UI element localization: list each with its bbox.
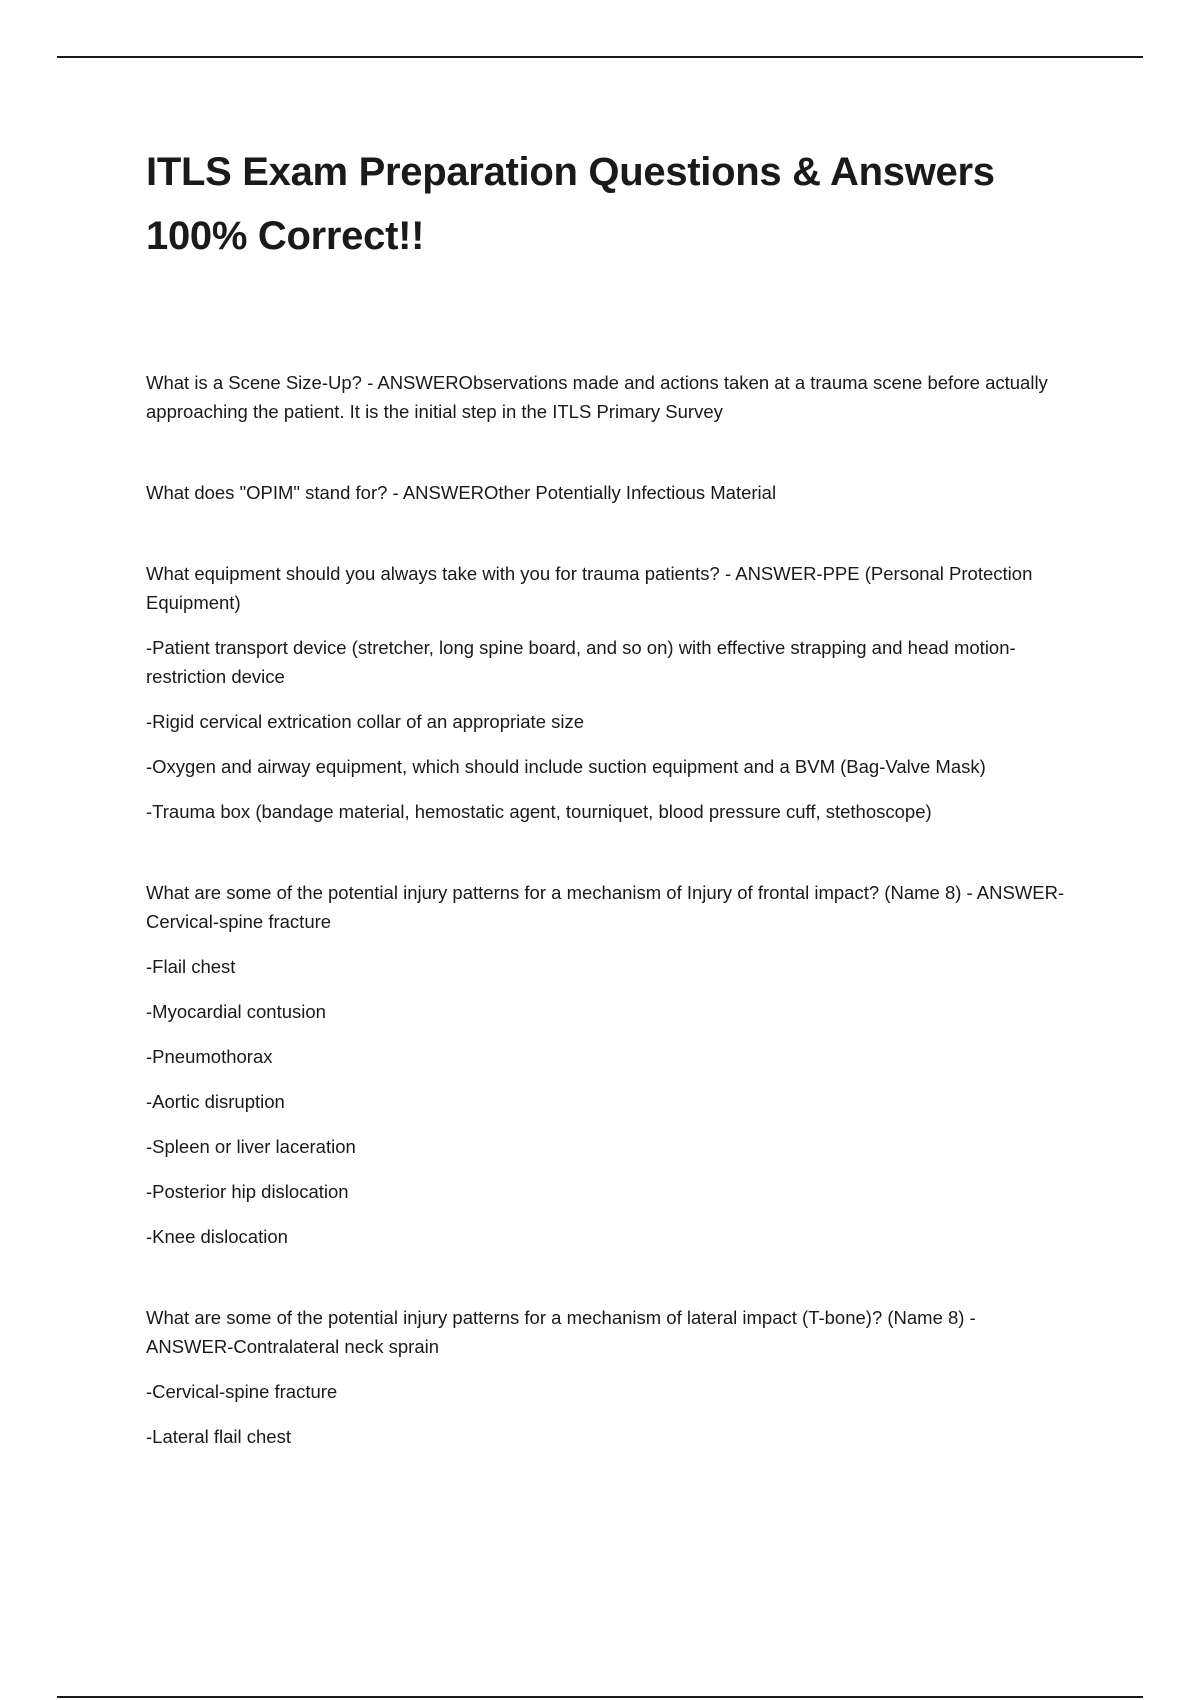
- qa-block: [146, 368, 1066, 426]
- qa-block: [146, 559, 1066, 826]
- qa-list-item: -Trauma box (bandage material, hemostatic agent, tourniquet, blood pressure cuff, stethoscope): [146, 801, 932, 822]
- qa-block: [146, 1303, 1066, 1451]
- qa-list-item: -Patient transport device (stretcher, long spine board, and so on) with effective strapping and head motion-restriction device: [146, 637, 1016, 687]
- qa-list-item: -Lateral flail chest: [146, 1426, 291, 1447]
- bottom-rule: [57, 1696, 1143, 1698]
- qa-block: [146, 478, 1066, 507]
- qa-list-item: -Flail chest: [146, 956, 236, 977]
- qa-list-item: -Cervical-spine fracture: [146, 1381, 338, 1402]
- qa-list-item: -Spleen or liver laceration: [146, 1136, 356, 1157]
- document-title: [146, 140, 1066, 268]
- qa-list-item: -Myocardial contusion: [146, 1001, 326, 1022]
- page-content: [146, 140, 1066, 1503]
- qa-list-item: -Pneumothorax: [146, 1046, 273, 1067]
- qa-question: What are some of the potential injury patterns for a mechanism of Injury of frontal impact? (Name 8) - ANSWER-Cervical-spine fracture: [146, 882, 1065, 932]
- title-line-2: 100% Correct!!: [146, 214, 425, 258]
- qa-question: What does "OPIM" stand for? - ANSWEROther Potentially Infectious Material: [146, 482, 777, 503]
- qa-list-item: -Oxygen and airway equipment, which should include suction equipment and a BVM (Bag-Valve Mask): [146, 756, 986, 777]
- title-line-1: ITLS Exam Preparation Questions & Answers: [146, 150, 995, 194]
- qa-list-item: -Posterior hip dislocation: [146, 1181, 349, 1202]
- qa-question: What is a Scene Size-Up? - ANSWERObservations made and actions taken at a trauma scene before actually approaching the patient. It is the initial step in the ITLS Primary Survey: [146, 372, 1048, 422]
- qa-question: What equipment should you always take with you for trauma patients? - ANSWER-PPE (Personal Protection Equipment): [146, 563, 1033, 613]
- top-rule: [57, 56, 1143, 58]
- qa-question: What are some of the potential injury patterns for a mechanism of lateral impact (T-bone)? (Name 8) - ANSWER-Contralateral neck sprain: [146, 1307, 976, 1357]
- qa-list: [146, 368, 1066, 1451]
- qa-block: [146, 878, 1066, 1251]
- qa-list-item: -Rigid cervical extrication collar of an appropriate size: [146, 711, 585, 732]
- qa-list-item: -Knee dislocation: [146, 1226, 288, 1247]
- qa-list-item: -Aortic disruption: [146, 1091, 285, 1112]
